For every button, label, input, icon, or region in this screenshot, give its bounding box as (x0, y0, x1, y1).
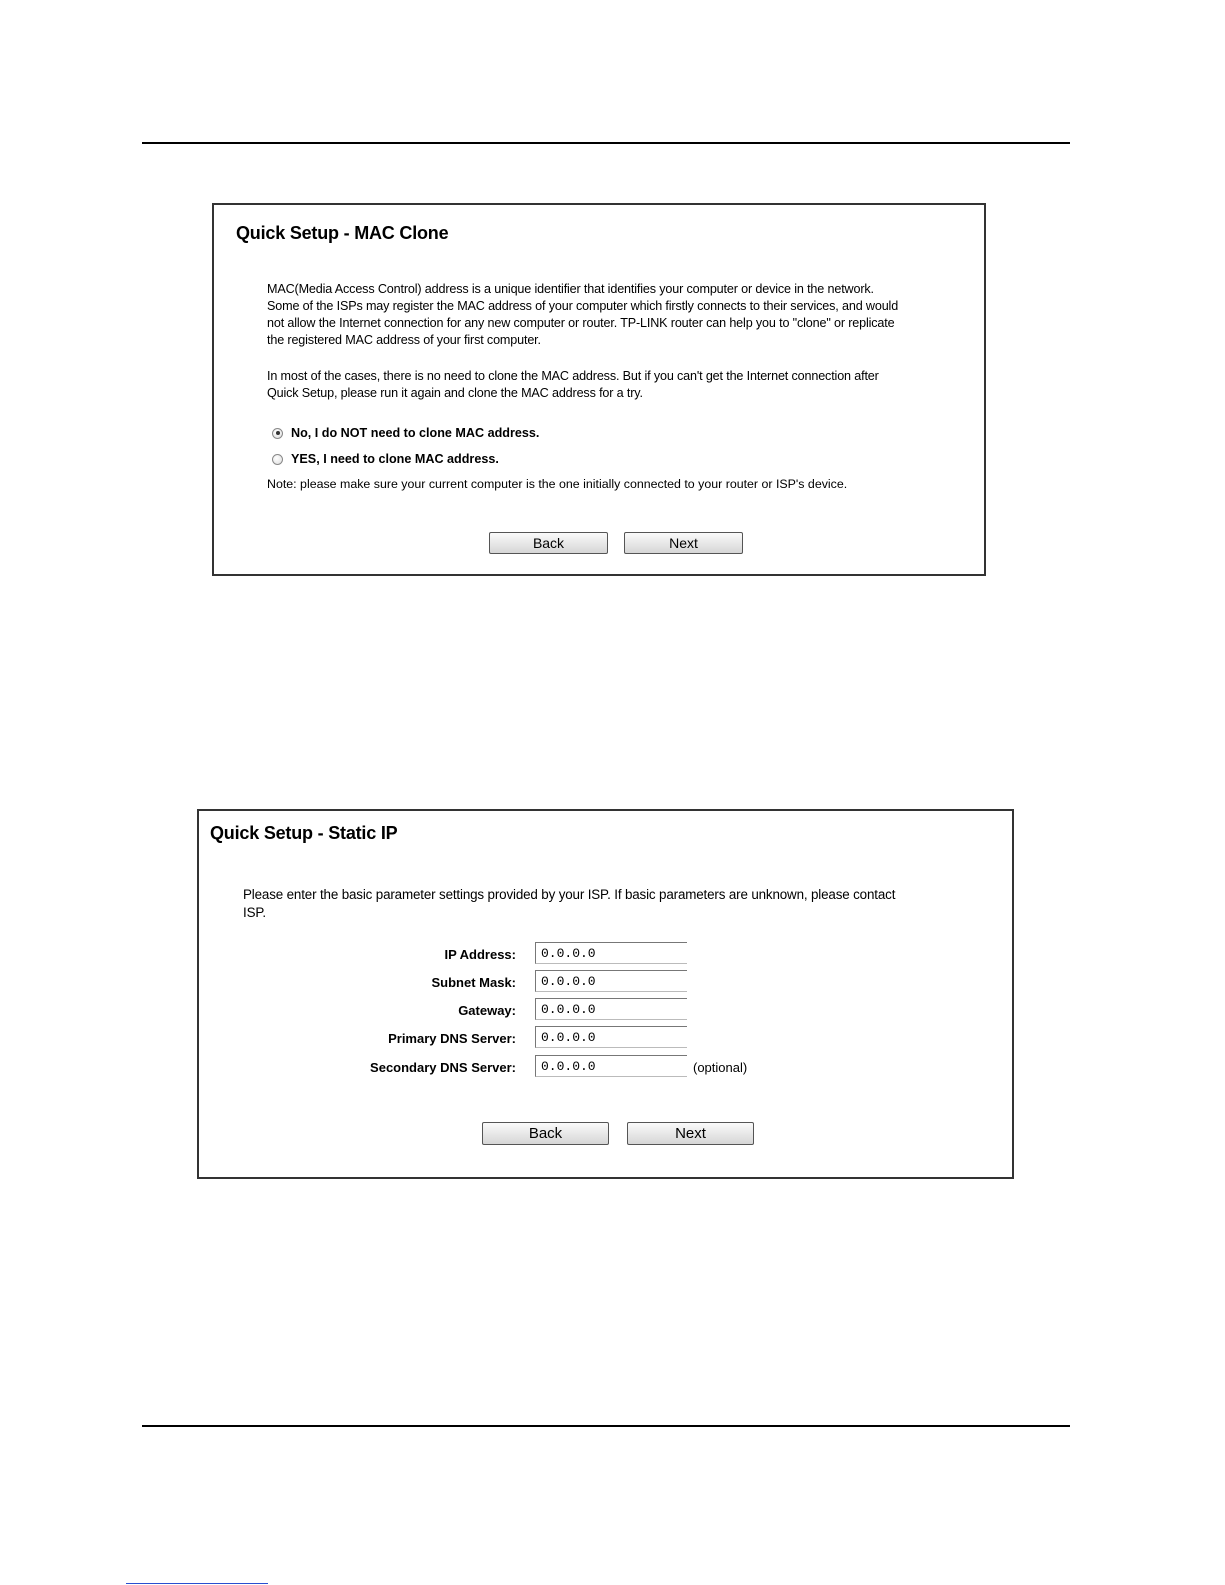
static-ip-intro-line: ISP. (243, 905, 266, 920)
mac-clone-advice-line: In most of the cases, there is no need to clone the MAC address. But if you can't get the Internet connection after (267, 369, 879, 383)
option-no-clone[interactable] (272, 426, 539, 440)
ip-address-label: IP Address: (444, 947, 516, 962)
mac-clone-next-button[interactable]: Next (624, 532, 743, 554)
mac-clone-note: Note: please make sure your current computer is the one initially connected to your router or ISP's device. (267, 477, 848, 491)
gateway-input[interactable] (535, 998, 687, 1020)
option-clone[interactable] (272, 452, 499, 466)
option-no-clone-label: No, I do NOT need to clone MAC address. (291, 426, 540, 440)
radio-unselected-icon[interactable] (272, 454, 283, 465)
footer-rule (142, 1425, 1070, 1427)
mac-clone-advice (267, 368, 879, 402)
static-ip-back-button[interactable]: Back (482, 1122, 609, 1145)
static-ip-intro-line: Please enter the basic parameter settings provided by your ISP. If basic parameters are unknown, please contact (243, 887, 896, 902)
mac-clone-intro-line: MAC(Media Access Control) address is a unique identifier that identifies your computer or device in the network. (267, 282, 874, 296)
static-ip-panel (197, 809, 1014, 1179)
option-clone-label: YES, I need to clone MAC address. (291, 452, 499, 466)
mac-clone-intro (267, 281, 898, 349)
radio-selected-icon[interactable] (272, 428, 283, 439)
mac-clone-advice-line: Quick Setup, please run it again and clone the MAC address for a try. (267, 386, 643, 400)
primary-dns-input[interactable] (535, 1026, 687, 1048)
mac-clone-intro-line: Some of the ISPs may register the MAC address of your computer which firstly connects to their services, and would (267, 299, 899, 313)
static-ip-next-button[interactable]: Next (627, 1122, 754, 1145)
secondary-dns-optional: (optional) (693, 1060, 748, 1075)
mac-clone-back-button[interactable]: Back (489, 532, 608, 554)
subnet-mask-label: Subnet Mask: (431, 975, 516, 990)
mac-clone-title: Quick Setup - MAC Clone (236, 223, 449, 243)
ip-address-input[interactable] (535, 942, 687, 964)
footer-link-underline (126, 1583, 268, 1584)
mac-clone-panel (212, 203, 986, 576)
static-ip-intro (243, 886, 895, 922)
mac-clone-intro-line: not allow the Internet connection for any new computer or router. TP-LINK router can help you to "clone" or replicate (267, 316, 895, 330)
mac-clone-intro-line: the registered MAC address of your first computer. (267, 333, 541, 347)
secondary-dns-label: Secondary DNS Server: (370, 1060, 516, 1075)
static-ip-title: Quick Setup - Static IP (210, 823, 398, 843)
subnet-mask-input[interactable] (535, 970, 687, 992)
header-rule (142, 142, 1070, 144)
gateway-label: Gateway: (458, 1003, 516, 1018)
secondary-dns-input[interactable] (535, 1055, 687, 1077)
primary-dns-label: Primary DNS Server: (388, 1031, 516, 1046)
